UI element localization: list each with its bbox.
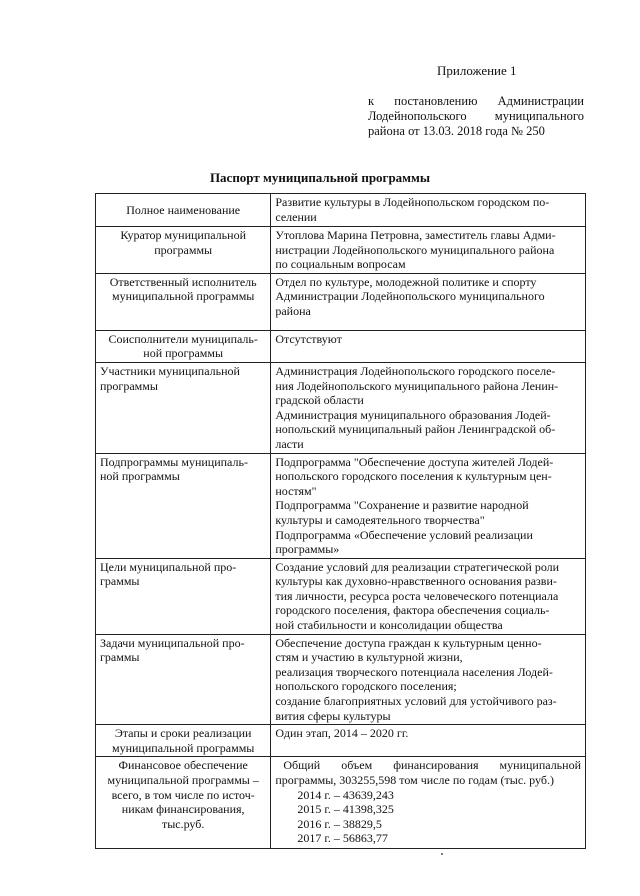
- value-line: ной стабильности и консолидации общества: [275, 618, 503, 633]
- value-line: программы»: [275, 542, 340, 557]
- value-line: 2017 г. – 56863,77: [297, 831, 388, 846]
- row-key: Подпрограммы муниципаль-ной программы: [96, 453, 271, 558]
- value-line: Подпрограмма «Обеспечение условий реализации: [275, 527, 533, 542]
- row-key: Цели муниципальной про-граммы: [96, 558, 271, 634]
- value-line: Подпрограмма "Сохранение и развитие народной: [275, 498, 529, 513]
- row-value: [271, 725, 586, 757]
- page-title: Паспорт муниципальной программы: [209, 170, 431, 185]
- value-line: градской области: [275, 393, 364, 408]
- table-row: [96, 558, 586, 634]
- value-line: нопольский муниципальный район Ленинградской об-: [275, 422, 556, 437]
- value-line: Утоплова Марина Петровна, заместитель главы Адми-: [275, 228, 556, 242]
- decree-line: Лодейнопольского муниципального: [368, 109, 584, 123]
- row-value: [271, 453, 586, 558]
- value-line: Подпрограмма "Обеспечение доступа жителей Лодей-: [275, 454, 554, 469]
- value-line: ния Лодейнопольского муниципального района Ленин-: [275, 378, 559, 393]
- value-line: ласти: [275, 436, 304, 451]
- value-line: Обеспечение доступа граждан к культурным ценно-: [275, 635, 542, 650]
- value-line: района: [275, 303, 311, 318]
- appendix-label: Приложение 1: [437, 63, 517, 78]
- row-key: Куратор муниципальной программы: [96, 227, 271, 274]
- row-value: [271, 227, 586, 274]
- decree-line: района от 13.03. 2018 года № 250: [368, 124, 545, 138]
- row-value: [271, 362, 586, 453]
- value-line: Отдел по культуре, молодежной политике и спорту: [275, 274, 537, 289]
- value-line: 2015 г. – 41398,325: [297, 802, 394, 817]
- value-line: Администрации Лодейнопольского муниципального: [275, 289, 545, 304]
- value-line: Создание условий для реализации стратегической роли: [275, 559, 560, 574]
- row-key: Соисполнители муниципаль-ной программы: [96, 330, 271, 362]
- row-key: Финансовое обеспечение муниципальной программы – всего, в том числе по источ-никам финансирования, тыс.руб.: [96, 757, 271, 849]
- value-line: Администрация муниципального образования Лодей-: [275, 407, 551, 422]
- row-key: Полное наименование: [96, 194, 271, 227]
- value-line: нопольского городского поселения к культурным цен-: [275, 469, 552, 484]
- row-key: Ответственный исполнитель муниципальной программы: [96, 273, 271, 330]
- scan-speck: [441, 853, 443, 855]
- table-row: [96, 757, 586, 849]
- table-row: [96, 194, 586, 227]
- decree-line: к постановлению Администрации: [368, 94, 584, 108]
- value-line: Отсутствуют: [275, 331, 342, 346]
- value-line: селении: [275, 209, 317, 224]
- value-line: Общий объем финансирования муниципальной: [283, 758, 581, 773]
- row-value: [271, 273, 586, 330]
- value-line: реализация творческого потенциала населения Лодей-: [275, 664, 553, 679]
- row-value: [271, 330, 586, 362]
- value-line: культуры и самодеятельного творчества": [275, 512, 485, 527]
- passport-table: [95, 193, 586, 849]
- row-value: [271, 634, 586, 725]
- table-row: [96, 634, 586, 725]
- value-line: стям и участию в культурной жизни,: [275, 650, 463, 665]
- row-value: [271, 194, 586, 227]
- value-line: культуры как духовно-нравственного основания разви-: [275, 574, 557, 589]
- value-line: нистрации Лодейнопольского муниципального района: [275, 242, 555, 257]
- value-line: нопольского городского поселения;: [275, 679, 457, 694]
- value-line: создание благоприятных условий для устойчивого раз-: [275, 694, 557, 709]
- row-key: Задачи муниципальной про-граммы: [96, 634, 271, 725]
- value-line: тия личности, ресурса роста человеческого потенциала: [275, 588, 559, 603]
- table-row: [96, 330, 586, 362]
- value-line: Один этап, 2014 – 2020 гг.: [275, 726, 409, 741]
- row-value: [271, 558, 586, 634]
- row-key: Этапы и сроки реализации муниципальной программы: [96, 725, 271, 757]
- value-line: Администрация Лодейнопольского городского поселе-: [275, 363, 556, 378]
- value-line: ностям": [275, 483, 317, 498]
- value-line: по социальным вопросам: [275, 257, 406, 272]
- value-line: Развитие культуры в Лодейнопольском городском по-: [275, 195, 550, 209]
- row-value: [271, 757, 586, 849]
- value-line: 2016 г. – 38829,5: [297, 816, 382, 831]
- table-row: [96, 227, 586, 274]
- value-line: городского поселения, фактора обеспечения социаль-: [275, 603, 550, 618]
- table-row: [96, 453, 586, 558]
- value-line: программы, 303255,598 том числе по годам (тыс. руб.): [275, 773, 554, 787]
- table-row: [96, 362, 586, 453]
- value-line: 2014 г. – 43639,243: [297, 787, 394, 802]
- row-key: Участники муниципальной программы: [96, 362, 271, 453]
- table-row: [96, 725, 586, 757]
- decree-reference: [368, 94, 584, 139]
- value-line: вития сферы культуры: [275, 708, 391, 723]
- table-row: [96, 273, 586, 330]
